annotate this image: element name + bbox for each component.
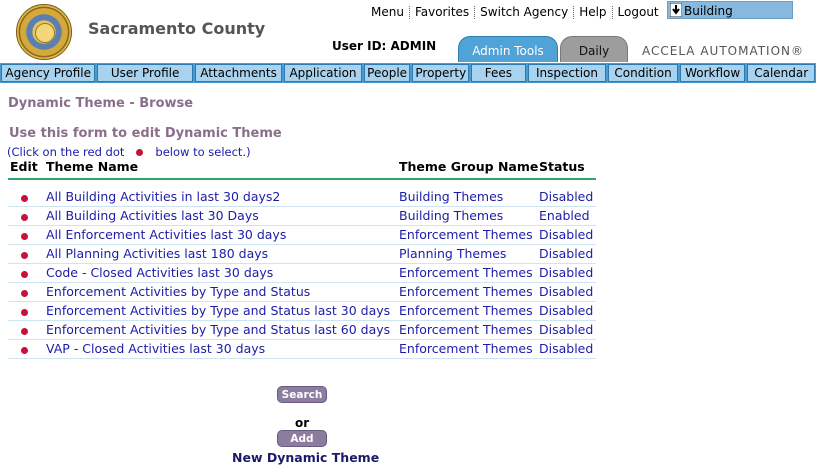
menu-item-inspection[interactable]: Inspection [528,64,607,82]
selection-hint [7,145,251,159]
table-row [8,226,596,245]
select-dot-icon[interactable] [21,328,28,335]
menu-item-people[interactable]: People [364,64,411,82]
new-dynamic-theme-label: New Dynamic Theme [232,450,380,465]
status-cell: Disabled [539,303,594,318]
theme-group-cell: Enforcement Themes [399,227,533,242]
column-header-edit: Edit [10,159,38,174]
menu-item-workflow[interactable]: Workflow [680,64,746,82]
page-title: Dynamic Theme - Browse [8,96,194,111]
search-button[interactable]: Search [277,386,327,403]
theme-name-link[interactable]: Code - Closed Activities last 30 days [46,265,274,280]
theme-table [8,188,596,359]
theme-name-link[interactable]: Enforcement Activities by Type and Status last 60 days [46,322,391,337]
tab-daily[interactable]: Daily [560,36,628,62]
table-row [8,302,596,321]
status-cell: Disabled [539,189,594,204]
hint-text-after: below to select.) [155,145,251,159]
theme-name-link[interactable]: All Building Activities in last 30 days2 [46,189,281,204]
status-cell: Disabled [539,341,594,356]
menu-item-application[interactable]: Application [284,64,362,82]
logout-link[interactable]: Logout [617,5,659,19]
seal-center-icon [35,23,55,43]
status-cell: Disabled [539,227,594,242]
admin-menu-bar [0,63,816,83]
status-cell: Enabled [539,208,590,223]
tab-admin-tools[interactable]: Admin Tools [458,36,558,62]
theme-group-cell: Enforcement Themes [399,341,533,356]
select-dot-icon[interactable] [21,214,28,221]
select-dot-icon[interactable] [21,233,28,240]
theme-group-cell: Building Themes [399,208,504,223]
table-row [8,321,596,340]
arrow-down-icon [670,3,682,17]
red-dot-icon [136,149,143,156]
table-row [8,340,596,359]
user-id-label: User ID: ADMIN [332,39,437,53]
county-name: Sacramento County [88,19,266,38]
status-cell: Disabled [539,246,594,261]
menu-item-user-profile[interactable]: User Profile [97,64,192,82]
form-instructions: Use this form to edit Dynamic Theme [9,126,282,141]
favorites-link[interactable]: Favorites [414,5,470,19]
table-row [8,207,596,226]
theme-name-link[interactable]: All Building Activities last 30 Days [46,208,259,223]
add-button[interactable]: Add [277,430,327,447]
select-dot-icon[interactable] [21,252,28,259]
menu-item-calendar[interactable]: Calendar [747,64,815,82]
menu-item-property[interactable]: Property [412,64,469,82]
select-dot-icon[interactable] [21,271,28,278]
table-header [8,158,596,180]
theme-name-link[interactable]: All Planning Activities last 180 days [46,246,269,261]
select-dot-icon[interactable] [21,309,28,316]
top-navigation [366,4,664,20]
column-header-theme-group: Theme Group Name [399,159,539,174]
or-label: or [295,416,310,430]
module-select-value: Building [684,4,733,18]
brand-name: ACCELA AUTOMATION® [642,44,805,58]
module-select[interactable] [667,1,793,19]
menu-item-agency-profile[interactable]: Agency Profile [1,64,95,82]
menu-link[interactable]: Menu [371,5,404,19]
table-row [8,188,596,207]
app-header [0,0,816,63]
theme-name-link[interactable]: VAP - Closed Activities last 30 days [46,341,266,356]
column-header-status: Status [539,159,585,174]
help-link[interactable]: Help [579,5,607,19]
table-row [8,283,596,302]
table-row [8,264,596,283]
status-cell: Disabled [539,284,594,299]
theme-group-cell: Building Themes [399,189,504,204]
hint-text-before: (Click on the red dot [7,145,125,159]
theme-name-link[interactable]: Enforcement Activities by Type and Status [46,284,311,299]
theme-group-cell: Planning Themes [399,246,507,261]
theme-name-link[interactable]: Enforcement Activities by Type and Status last 30 days [46,303,391,318]
theme-group-cell: Enforcement Themes [399,322,533,337]
status-cell: Disabled [539,265,594,280]
switch-agency-link[interactable]: Switch Agency [480,5,569,19]
select-dot-icon[interactable] [21,347,28,354]
menu-item-fees[interactable]: Fees [471,64,526,82]
table-row [8,245,596,264]
theme-group-cell: Enforcement Themes [399,284,533,299]
menu-item-condition[interactable]: Condition [608,64,678,82]
theme-group-cell: Enforcement Themes [399,303,533,318]
status-cell: Disabled [539,322,594,337]
select-dot-icon[interactable] [21,290,28,297]
column-header-theme-name: Theme Name [46,159,139,174]
theme-group-cell: Enforcement Themes [399,265,533,280]
select-dot-icon[interactable] [21,195,28,202]
menu-item-attachments[interactable]: Attachments [195,64,282,82]
theme-name-link[interactable]: All Enforcement Activities last 30 days [46,227,287,242]
county-seal-logo [16,4,72,60]
